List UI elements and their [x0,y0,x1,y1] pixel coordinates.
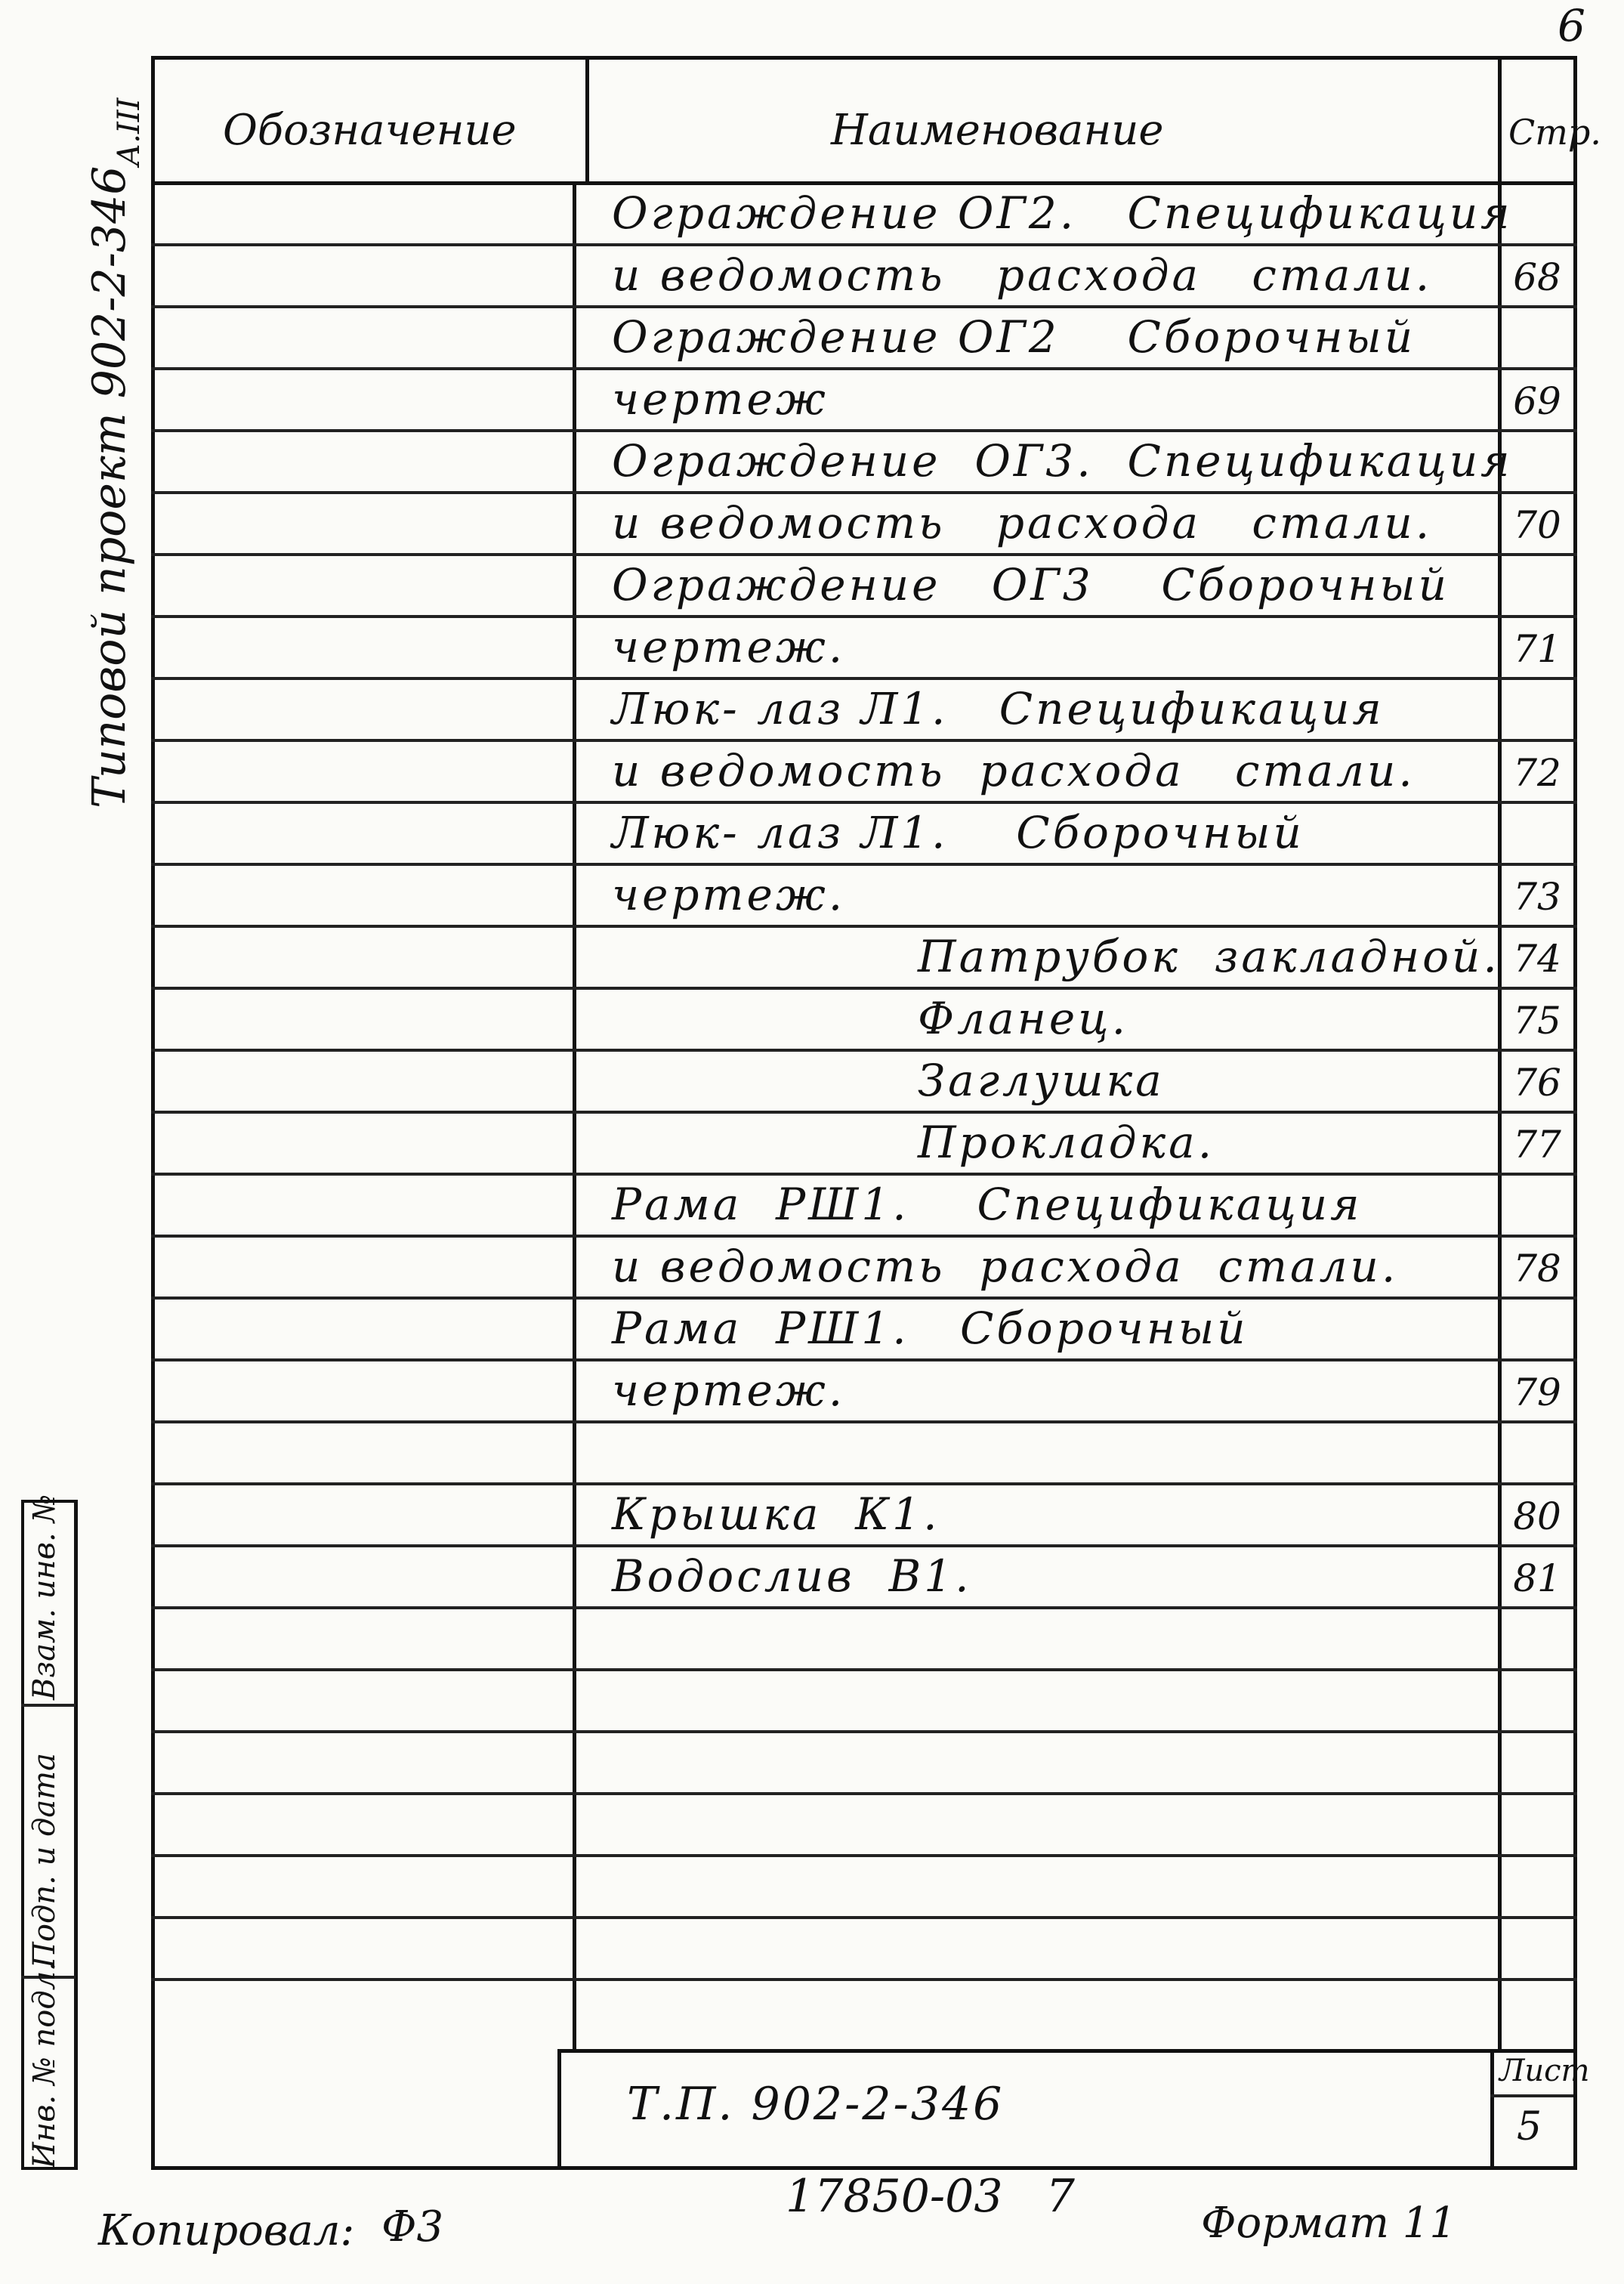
row-page: 71 [1513,627,1561,671]
row-line [151,739,1577,742]
row-line [151,1544,1577,1547]
row-page: 77 [1513,1123,1561,1167]
row-line [151,1111,1577,1114]
row-line [151,677,1577,680]
row-page: 75 [1513,999,1561,1043]
row-page: 76 [1513,1061,1561,1105]
row-name: Фланец. [918,993,1129,1044]
row-line [151,987,1577,990]
row-name: Патрубок закладной. [918,931,1500,982]
empty-row-line [151,1668,1577,1671]
row-name: Ограждение ОГ2 Сборочный [612,311,1416,363]
header-designation: Обозначение [223,106,517,155]
row-name: Рама РШ1. Спецификация [612,1179,1363,1230]
row-page: 78 [1513,1247,1561,1290]
column-divider-designation-body [573,183,576,2049]
empty-row-line [151,1854,1577,1857]
empty-row-line [151,1916,1577,1919]
row-name: Люк- лаз Л1. Сборочный [612,807,1304,858]
row-line [151,925,1577,928]
row-name: Водослив В1. [612,1550,972,1602]
stamp-sheet-divider [1490,2094,1573,2097]
row-line [151,553,1577,556]
row-line [151,305,1577,308]
empty-row-line [151,1792,1577,1795]
row-line [151,1297,1577,1300]
row-name: и ведомость расхода стали. [612,497,1433,549]
row-name: Заглушка [918,1055,1165,1106]
row-page: 69 [1513,379,1561,423]
stamp-sheet-label: Лист [1499,2054,1590,2088]
row-page: 74 [1513,937,1561,981]
row-line [151,801,1577,804]
row-name: Ограждение ОГ3. Спецификация [612,435,1513,487]
binding-col [76,1500,78,2170]
stamp-sheet-value: 5 [1517,2104,1542,2150]
row-name: и ведомость расхода стали. [612,249,1433,301]
row-line [151,1420,1577,1423]
side-exch-inv: Взам. инв. № [27,1494,62,1700]
row-line [151,367,1577,370]
row-page: 79 [1513,1371,1561,1414]
row-name: Прокладка. [918,1117,1215,1168]
empty-row-line [151,1730,1577,1733]
row-page: 68 [1513,255,1561,299]
side-album: А.III [112,97,147,166]
row-line [151,1606,1577,1609]
row-page: 80 [1513,1494,1561,1538]
row-line [151,1049,1577,1052]
stamp-doc-number: Т.П. 902-2-346 [627,2078,1005,2131]
header-underline [151,181,1577,185]
side-project-title: Типовой проект 902-2-346 [83,165,136,808]
row-line [151,1358,1577,1361]
row-line [151,615,1577,618]
side-sign-date: Подп. и дата [27,1753,62,1968]
row-name: Крышка К1. [612,1488,940,1540]
row-name: чертеж. [612,869,846,920]
footer-number: 17850-03 7 [786,2170,1075,2223]
row-line [151,863,1577,866]
row-line [151,429,1577,432]
empty-row-line [151,1978,1577,1981]
row-page: 72 [1513,751,1561,795]
row-name: Люк- лаз Л1. Спецификация [612,683,1385,734]
row-name: Ограждение ОГ3 Сборочный [612,559,1450,610]
row-line [151,491,1577,494]
header-page: Стр. [1508,112,1601,153]
row-name: Рама РШ1. Сборочный [612,1303,1249,1354]
row-page: 70 [1513,503,1561,547]
side-inv-no-sub: Инв. № подл. [27,1961,62,2168]
row-name: и ведомость расхода стали. [612,1241,1399,1292]
row-name: Ограждение ОГ2. Спецификация [612,187,1513,239]
column-divider-page [1498,56,1502,2049]
sheet-number: 6 [1558,0,1585,51]
row-line [151,1235,1577,1238]
row-name: и ведомость расхода стали. [612,745,1416,796]
row-page: 81 [1513,1556,1561,1600]
row-page: 73 [1513,875,1561,919]
row-name: чертеж [612,373,829,425]
footer-copied-sign: Ф3 [381,2202,444,2252]
binding-divider-1 [21,1704,77,1707]
row-line [151,243,1577,246]
row-name: чертеж. [612,621,846,672]
row-name: чертеж. [612,1365,846,1416]
column-divider-designation [585,56,589,183]
footer-copied-label: Копировал: [98,2206,355,2255]
row-line [151,1173,1577,1176]
row-line [151,1482,1577,1485]
footer-format: Формат 11 [1201,2199,1457,2248]
header-name: Наименование [831,106,1164,155]
